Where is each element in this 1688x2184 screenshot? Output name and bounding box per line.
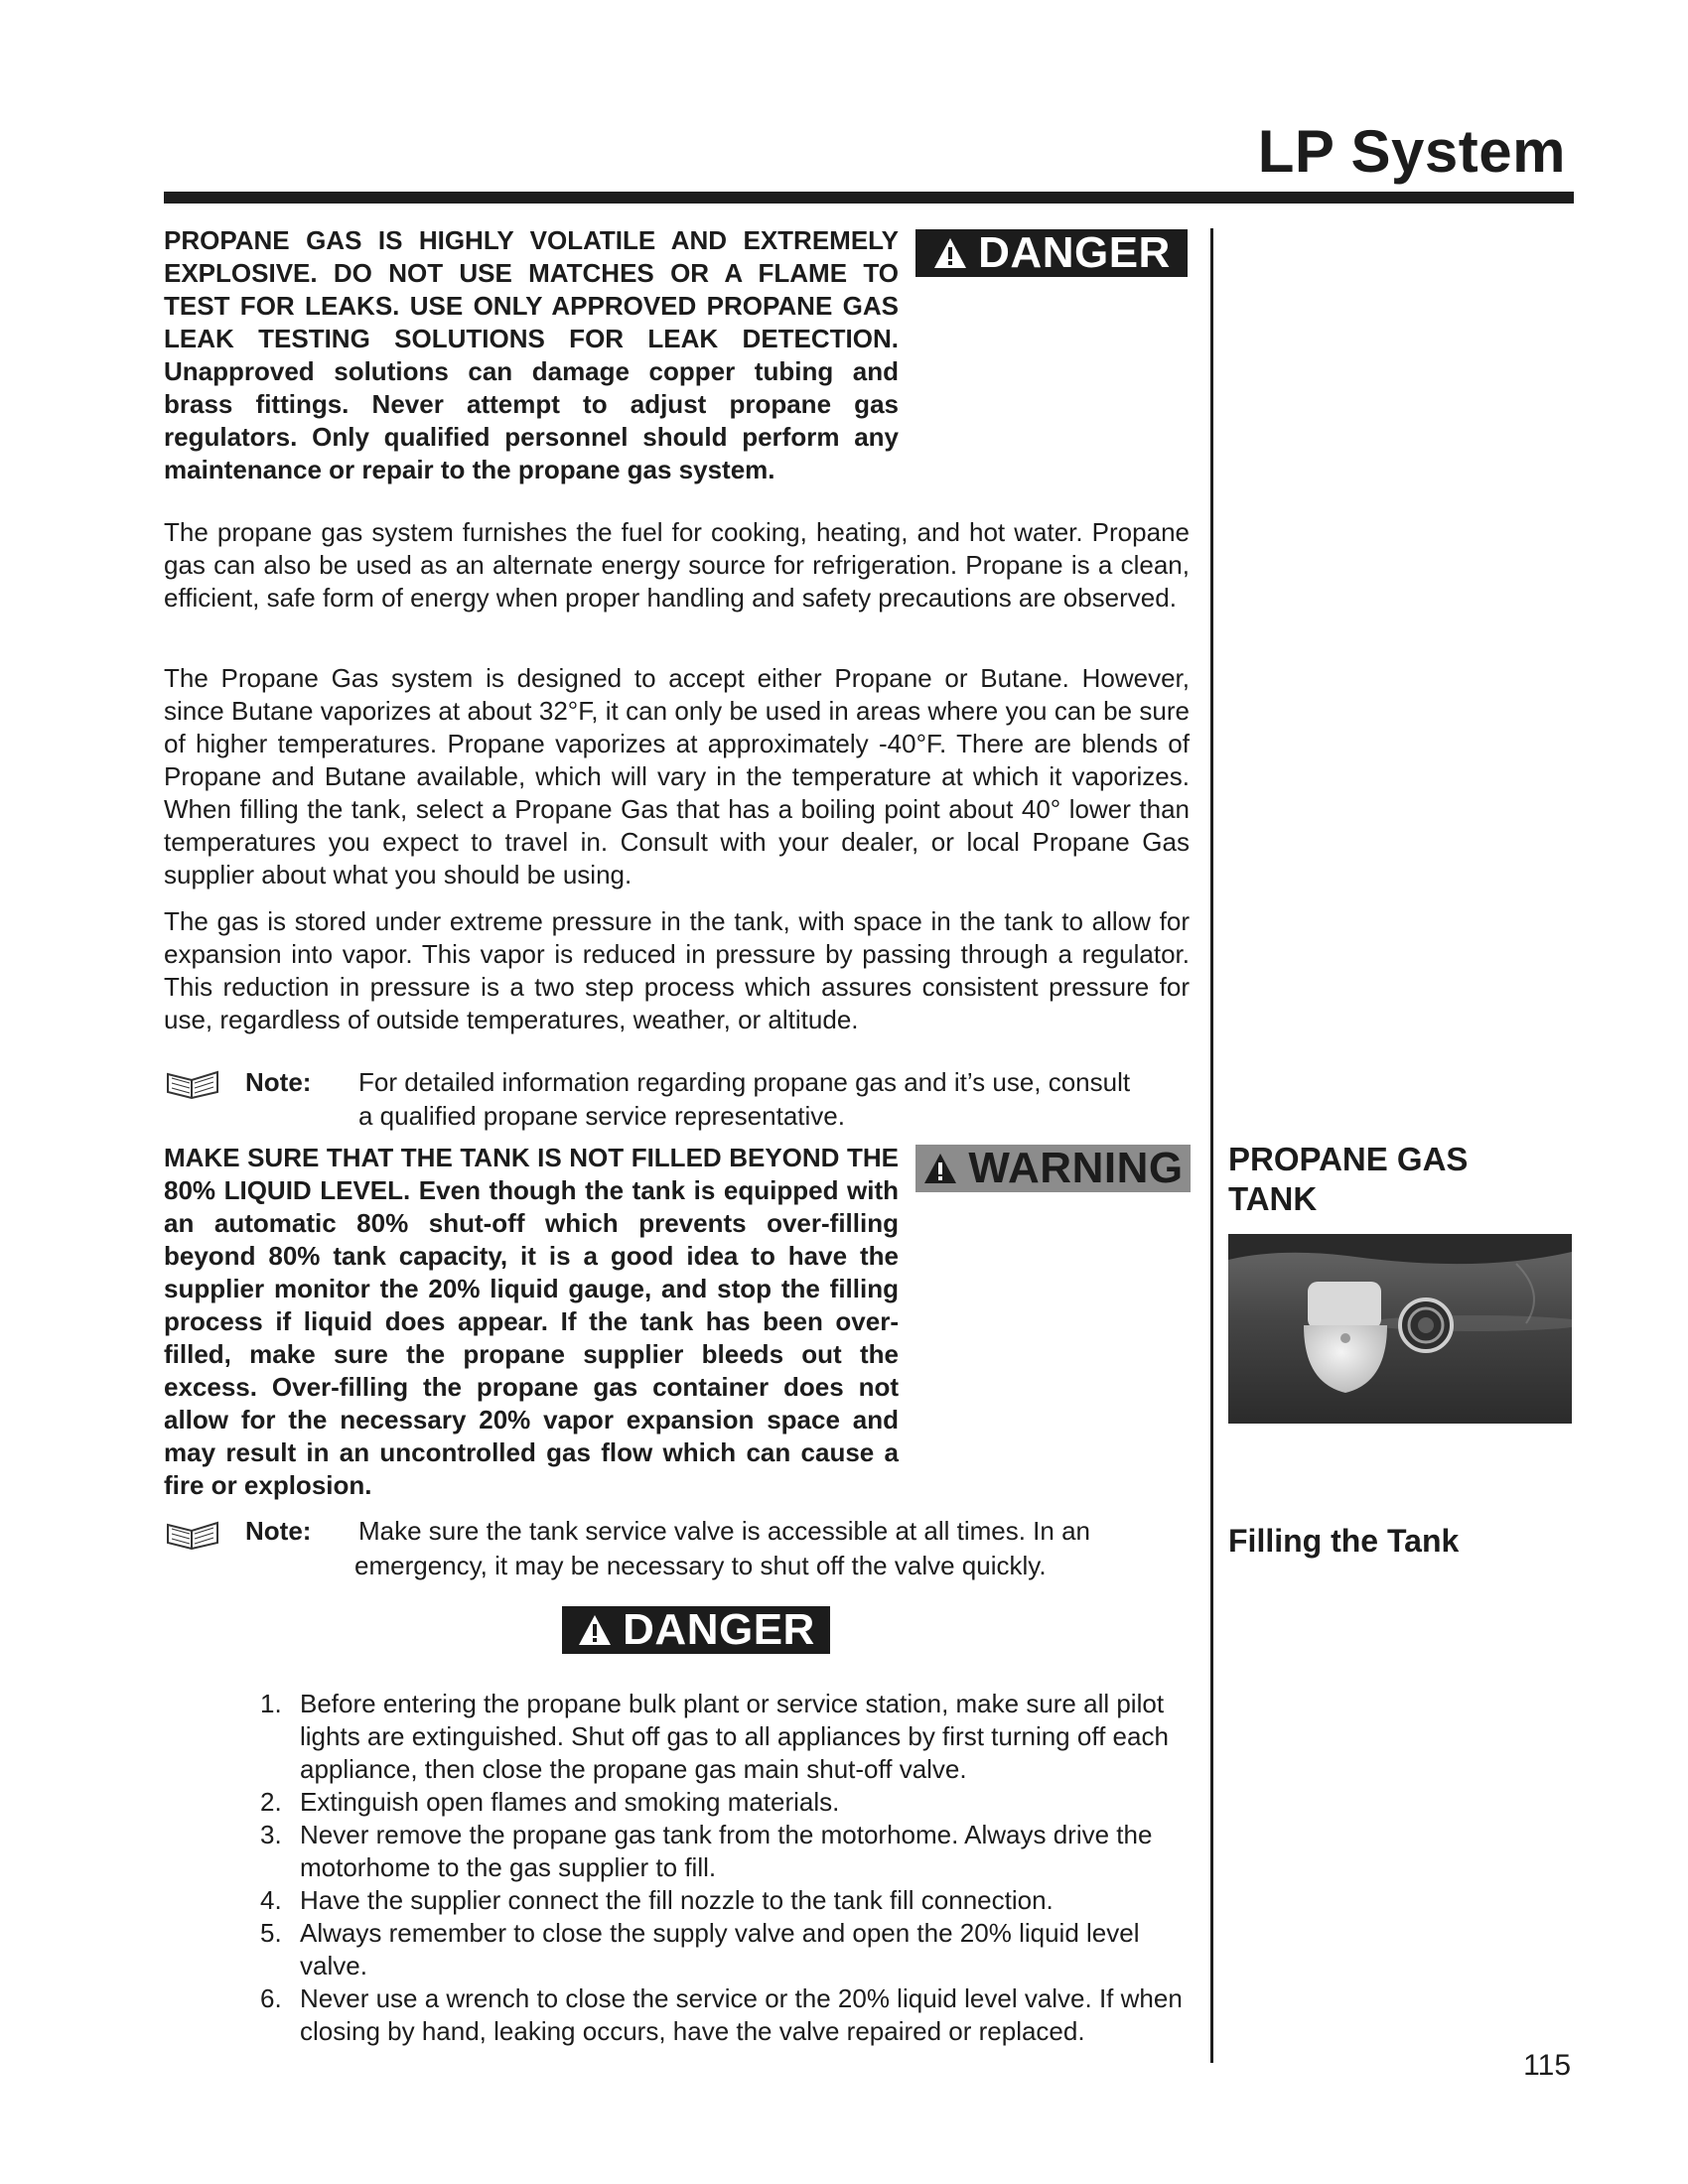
note-2-line-1: Make sure the tank service valve is accessible at all times. In an xyxy=(358,1516,1090,1546)
column-divider xyxy=(1210,228,1213,2063)
body-paragraph-2: The Propane Gas system is designed to accept either Propane or Butane. However, since Butane vaporizes at about 32°F, it can only be used in areas where you can be sure of higher temperatures. Propane vaporizes at approximately -40°F. There are blends of Propane and Butane available, which will vary in the temperature at which it vaporizes. When filling the tank, select a Propane Gas that has a boiling point about 40° lower than temperatures you expect to travel in. Consult with your dealer, or local Propane Gas supplier about what you should be using. xyxy=(164,663,1190,889)
list-item: 2. Extinguish open flames and smoking materials. xyxy=(260,1787,840,1817)
list-item: 1. Before entering the propane bulk plant or service station, make sure all pilot lights are extinguished. Shut off gas to all appliances by first turning off each appliance, then close the propane gas main shut-off valve. xyxy=(260,1689,1169,1784)
note-1-line-2: a qualified propane service representative. xyxy=(358,1101,845,1131)
page-number: 115 xyxy=(1523,2049,1571,2082)
danger-text-1: PROPANE GAS IS HIGHLY VOLATILE AND EXTREMELY EXPLOSIVE. DO NOT USE MATCHES OR A FLAME TO TEST FOR LEAKS. USE ONLY APPROVED PROPANE GAS LEAK TESTING SOLUTIONS FOR LEAK DETECTION. Unapproved solutions can damage copper tubing and brass fittings. Never attempt to adjust propane gas regulators. Only qualified personnel should perform any maintenance or repair to the propane gas system. xyxy=(164,225,899,484)
list-item: 5. Always remember to close the supply valve and open the 20% liquid level valve. xyxy=(260,1918,1140,1980)
danger-banner-label: DANGER xyxy=(978,228,1171,277)
note-1-line-1: For detailed information regarding propane gas and it’s use, consult xyxy=(358,1067,1131,1097)
sidebar-subheading: Filling the Tank xyxy=(1228,1523,1460,1559)
sidebar-heading-line-2: TANK xyxy=(1228,1180,1318,1217)
body-paragraph-3: The gas is stored under extreme pressure in the tank, with space in the tank to allow for expansion into vapor. This vapor is reduced in pressure by passing through a regulator. This reduction in pressure is a two step process which assures consistent pressure for use, regardless of outside temperatures, weather, or altitude. xyxy=(164,906,1190,1034)
warning-triangle-icon xyxy=(577,1613,613,1647)
book-icon xyxy=(164,1517,221,1551)
list-item: 6. Never use a wrench to close the service or the 20% liquid level valve. If when closing by hand, leaking occurs, have the valve repaired or replaced. xyxy=(260,1983,1183,2046)
book-icon xyxy=(164,1066,221,1100)
warning-text: MAKE SURE THAT THE TANK IS NOT FILLED BEYOND THE 80% LIQUID LEVEL. Even though the tank is equipped with an automatic 80% shut-off which prevents over-filling beyond 80% tank capacity, it is a good idea to have the supplier monitor the 20% liquid gauge, and stop the filling process if liquid does appear. If the tank has been over-filled, make sure the propane supplier bleeds out the excess. Over-filling the propane gas container does not allow for the necessary 20% vapor expansion space and may result in an uncontrolled gas flow which can cause a fire or explosion. xyxy=(164,1143,899,1500)
note-2-line-2: emergency, it may be necessary to shut off the valve quickly. xyxy=(354,1551,1047,1580)
propane-tank-photo xyxy=(1228,1234,1572,1424)
note-1-label: Note: xyxy=(245,1067,312,1097)
body-paragraph-1: The propane gas system furnishes the fuel for cooking, heating, and hot water. Propane gas can also be used as an alternate energy source for refrigeration. Propane is a clean, efficient, safe form of energy when proper handling and safety precautions are observed. xyxy=(164,517,1190,613)
warning-banner-label: WARNING xyxy=(968,1144,1184,1192)
danger-list xyxy=(260,1688,1194,2048)
sidebar-heading xyxy=(1228,1140,1468,1219)
page-title: LP System xyxy=(1257,118,1566,185)
warning-triangle-icon xyxy=(922,1152,958,1185)
sidebar-heading-line-1: PROPANE GAS xyxy=(1228,1141,1469,1177)
danger-banner-2 xyxy=(562,1606,830,1654)
list-item: 3. Never remove the propane gas tank from the motorhome. Always drive the motorhome to the gas supplier to fill. xyxy=(260,1820,1153,1882)
warning-banner xyxy=(915,1145,1191,1192)
warning-triangle-icon xyxy=(932,236,968,270)
danger-banner-1 xyxy=(915,229,1188,277)
title-rule xyxy=(164,192,1574,204)
note-2-label: Note: xyxy=(245,1516,312,1546)
danger-banner-label: DANGER xyxy=(623,1605,815,1654)
list-item: 4. Have the supplier connect the fill nozzle to the tank fill connection. xyxy=(260,1885,1054,1915)
